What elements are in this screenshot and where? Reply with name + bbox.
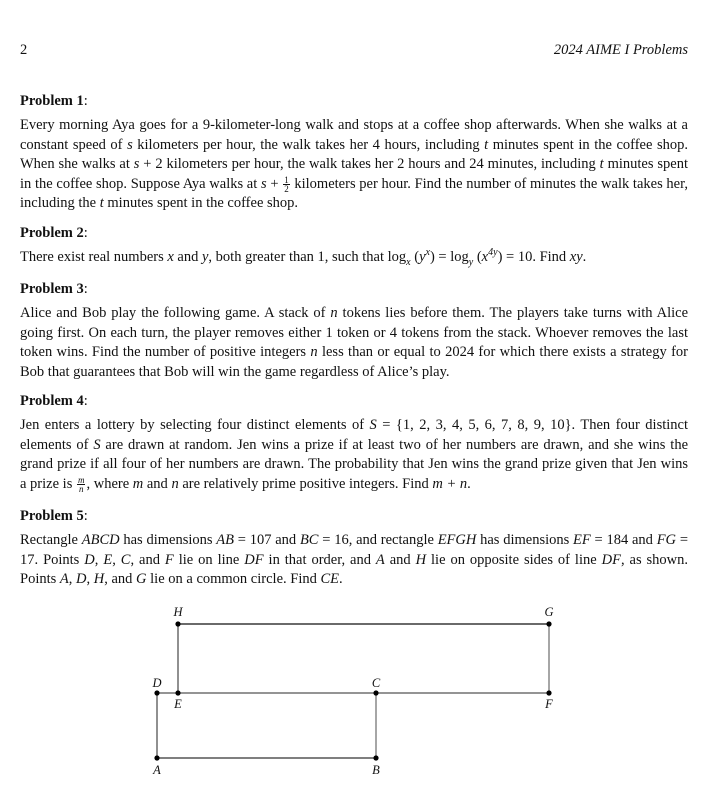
point-label-D: D [152,676,162,690]
text-segment: , where [86,475,133,492]
math-var: D [76,571,87,588]
colon: : [83,93,88,109]
fraction-denominator: n [78,483,84,494]
point-H [175,621,180,626]
text-segment: kilometers per hour, the walk takes her 4 hours, including [132,136,485,153]
problem-title [20,392,688,410]
math-var: y [201,249,209,265]
text-segment: minutes spent in the coffee shop. When she walks at [20,136,688,173]
math-var: n [330,305,338,321]
text-segment: = 17. Points [20,532,688,568]
fraction-numerator: 1 [284,174,289,185]
text-segment: and [384,551,416,568]
page-header [20,42,688,62]
problem-title-text: Problem 3 [20,281,84,297]
math-var: S [93,436,101,453]
text-segment: . [467,475,471,492]
text-segment: and [173,249,202,265]
math-var: EFGH [437,532,477,548]
math-var: t [99,195,104,212]
diagram-labels [151,605,553,777]
text-segment: Jen enters a lottery by selecting four distinct elements of [20,417,370,433]
text-segment: and [143,475,172,492]
problem-2 [20,224,688,268]
text-segment: ) = 10. Find [497,249,570,265]
math-var: m + n [432,475,468,492]
text-segment: kilometers per hour. Find the number of minutes the walk takes her, including the [20,175,688,212]
math-var: H [415,551,427,568]
math-var: t [484,136,489,153]
point-label-C: C [371,676,381,690]
text-segment: . [339,571,343,588]
math-var: DF [601,551,621,568]
text-segment: ) = log [429,249,469,265]
problem-4 [20,392,688,494]
point-B [373,755,378,760]
text-segment: are drawn at random. Jen wins a prize if at least two of her numbers are drawn, and she wins the grand prize if all four of her numbers are drawn. The probability that Jen wins the grand prize given that Jen wins a prize is [20,436,688,492]
point-C [373,690,378,695]
text-segment: kilometers per hour, the walk takes her 2 hours and 24 minutes, including [162,156,600,173]
problem-text [20,531,688,590]
fraction-numerator: m [77,474,85,485]
math-var: x [167,249,174,265]
text-segment: Alice and Bob play the following game. A stack of [20,305,331,321]
text-segment: lie on a common circle. Find [146,571,321,588]
math-var: x [481,249,489,265]
math-var: E [103,551,113,568]
colon: : [83,393,88,409]
text-segment: Every morning Aya goes for a 9-kilometer-long walk and stops at a coffee shop afterwards. When she walks at a constant speed of [20,117,688,153]
math-var: S [369,417,377,433]
exponent: 4y [488,247,498,259]
exponent: x [425,247,430,259]
text-segment: in that order, and [263,551,376,568]
problem-title [20,280,688,298]
text-segment: minutes spent in the coffee shop. Suppose Aya walks at [20,156,688,192]
text-segment: = {1, 2, 3, 4, 5, 6, 7, 8, 9, 10}. Then four distinct elements of [20,417,688,453]
text-segment: are relatively prime positive integers. Find [178,475,433,492]
text-segment: = 16, and rectangle [318,532,438,548]
math-var: AB [216,532,235,548]
diagram-points [154,621,551,760]
text-segment: , [94,551,104,568]
problem-title-text: Problem 2 [20,225,84,241]
fraction-m-over-n [77,476,86,493]
fraction-denominator: 2 [284,183,289,194]
fraction-one-half [283,176,290,193]
point-label-F: F [545,697,553,711]
diagram-lines [157,624,549,758]
math-var: G [136,571,147,588]
math-var: BC [299,532,319,548]
point-label-E: E [174,697,182,711]
page-number: 2 [20,42,28,58]
text-segment: , and [104,571,137,588]
point-G [546,621,551,626]
text-segment: lie on line [173,551,245,568]
text-segment: There exist real numbers [20,249,168,265]
log-base: y [468,256,474,268]
math-var: C [120,551,131,568]
text-segment: has dimensions [476,532,574,548]
problem-text [20,304,688,382]
text-segment: , [112,551,121,568]
math-var: ABCD [81,532,120,548]
problem-5 [20,507,688,590]
point-A [154,755,159,760]
text-segment: lie on opposite sides of line [426,551,602,568]
text-segment: , as shown. Points [20,551,689,588]
text-segment: , and [130,551,165,568]
point-label-H: H [173,605,183,619]
text-segment: , [68,571,76,588]
problem-title [20,224,688,242]
problem-3 [20,280,688,382]
running-title: 2024 AIME I Problems [553,42,688,58]
point-label-A: A [153,763,161,777]
problem-title [20,507,688,525]
point-E [175,690,180,695]
log-base: x [406,256,411,268]
problem-text [20,116,688,214]
point-F [546,690,551,695]
text-segment: , both greater than 1, such that log [208,249,407,265]
math-var: DF [244,551,264,568]
problem-title-text: Problem 4 [20,393,84,409]
math-var: y [419,249,426,265]
text-segment: = 107 and [234,532,300,548]
text-segment: . [582,249,587,265]
problem-title-text: Problem 1 [20,93,84,109]
text-segment: has dimensions [119,532,217,548]
math-var: A [375,551,385,568]
math-var: s [127,136,133,153]
colon: : [83,281,88,297]
math-var: CE [320,571,340,588]
text-segment: ( [410,249,420,265]
math-var: A [59,571,69,588]
point-D [154,690,159,695]
problem-title [20,92,688,110]
colon: : [83,508,88,524]
math-var: EF [573,532,591,548]
point-label-B: B [372,763,380,777]
math-var: D [84,551,95,568]
problem-text [20,248,688,268]
text-segment: less than or equal to 2024 for which there exists a strategy for Bob that guarantees that Bob will win the game regardless of Alice’s play. [20,344,688,380]
point-label-G: G [544,605,554,619]
problem-text [20,416,688,494]
math-var: FG [656,532,677,548]
text-segment: ( [473,249,482,265]
math-var: F [164,551,174,568]
text-segment: tokens lies before them. The players take turns with Alice going first. On each turn, the player removes either 1 token or 4 tokens from the stack. Whoever removes the last token wins. Find the number of positive integers [20,305,689,361]
problem-1 [20,92,688,214]
math-var: H [93,571,105,588]
math-op: + [266,175,283,192]
text-segment: , [86,571,94,588]
math-var: s [133,156,140,173]
math-var: n [310,344,318,361]
math-var: n [171,475,179,492]
text-segment: = 184 and [590,532,657,548]
math-var: s [260,175,267,192]
math-op: + 2 [139,156,163,173]
text-segment: minutes spent in the coffee shop. [103,195,299,212]
math-var: t [599,156,604,173]
text-segment: Rectangle [20,532,82,548]
math-var: xy [569,249,583,265]
problem-title-text: Problem 5 [20,508,84,524]
math-var: m [132,475,144,492]
colon: : [83,225,88,241]
